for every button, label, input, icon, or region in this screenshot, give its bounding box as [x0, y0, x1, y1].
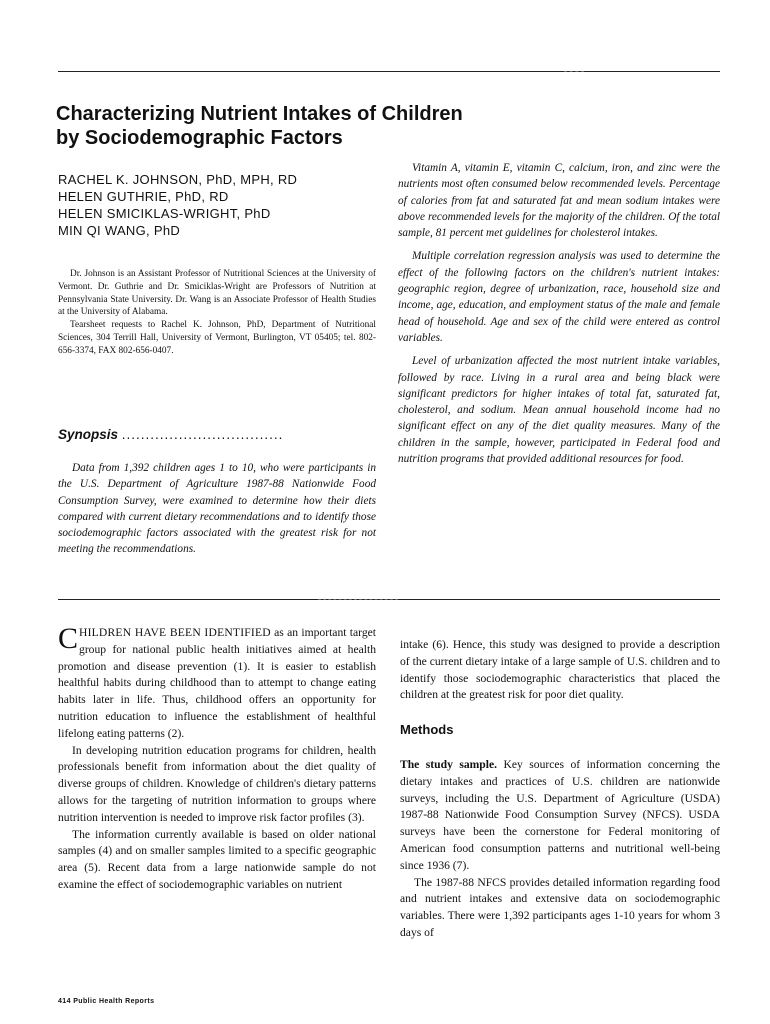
article-title: Characterizing Nutrient Intakes of Children by Sociodemographic Factors [56, 103, 463, 149]
top-rule [58, 71, 720, 72]
synopsis-column-right [398, 160, 720, 474]
body-text: Key sources of information concerning the dietary intakes and practices of U.S. children are nationwide surveys, including the U.S. Department of Agriculture (USDA) 1987-88 Nationwide Food Consumption Survey (NFCS). USDA surveys have been the cornerstone for Federal monitoring of American food consumption patterns and nutritional well-being since 1936 (7). [400, 757, 720, 872]
body-paragraph: The information currently available is based on older national samples (4) and on smaller samples limited to a specific geographic area (5). Recent data from a large nationwide sample do not examine the effect of sociodemographic variables on nutrient [58, 827, 376, 891]
body-paragraph: In developing nutrition education programs for children, health professionals benefit from information about the diet quality of diverse groups of children. Knowledge of children's dietary patterns allows for the targeting of nutrition information to groups where nutrition intervention is needed to improve risk factor profiles (3). [58, 743, 376, 824]
synopsis-heading-text: Synopsis [58, 427, 119, 442]
body-paragraph [58, 622, 376, 743]
synopsis-column-left [58, 460, 376, 565]
lead-in-caps: HILDREN HAVE BEEN IDENTIFIED [79, 626, 271, 639]
author-affiliations [58, 268, 376, 358]
drop-cap: C [58, 622, 79, 655]
body-paragraph: The 1987-88 NFCS provides detailed information regarding food and nutrient intakes and extensive data on sociodemographic variables. There were 1,392 participants ages 1-10 years for whom 3 days of [400, 875, 720, 939]
affiliation-paragraph: Dr. Johnson is an Assistant Professor of Nutritional Sciences at the University of Vermont. Dr. Guthrie and Dr. Smiciklas-Wright are Professors of Nutrition at Pennsylvania State University. Dr. Wang is an Associate Professor of Health Studies at the University of Alabama. [58, 269, 376, 318]
synopsis-leader-dots: .................................. [121, 427, 284, 442]
run-in-heading: The study sample. [400, 757, 498, 771]
synopsis-paragraph: Vitamin A, vitamin E, vitamin C, calcium, iron, and zinc were the nutrients most often consumed below recommended levels. Percentage of calories from fat and saturated fat and mean sodium intakes were above recommended levels for the majority of the children. Of the total sample, 81 percent met guidelines for cholesterol intakes. [398, 162, 720, 240]
author-list [58, 171, 378, 239]
methods-heading: Methods [400, 722, 454, 738]
synopsis-heading [58, 427, 378, 443]
synopsis-paragraph: Level of urbanization affected the most nutrient intake variables, followed by race. Living in a rural area and being black were significant predictors for higher intakes of total fat, saturated fat, cholesterol, and sodium. Mean annual household income had no significant effect on any of the diet quality measures. Many of the children in the sample, however, participated in Federal food and nutrition programs that provided additional resources for food. [398, 355, 720, 466]
tearsheet-request-paragraph: Tearsheet requests to Rachel K. Johnson, PhD, Department of Nutritional Sciences, 304 Terrill Hall, University of Vermont, Burlington, VT 05405; tel. 802-656-3374, FAX 802-656-0407. [58, 320, 376, 356]
body-column-left [58, 622, 376, 894]
top-rule-ornament [564, 71, 584, 72]
page-footer: 414 Public Health Reports [58, 998, 155, 1005]
body-paragraph [400, 757, 720, 875]
author-name: MIN QI WANG, PhD [58, 223, 181, 238]
author-name: RACHEL K. JOHNSON, PhD, MPH, RD [58, 172, 298, 187]
synopsis-paragraph: Data from 1,392 children ages 1 to 10, who were participants in the U.S. Department of Agriculture 1987-88 Nationwide Food Consumption Survey, were examined to determine how their diets compared with current dietary recommendations and to identify those sociodemographic factors associated with the greatest risk for not meeting the recommendations. [58, 462, 376, 556]
body-text: as an important target group for national public health initiatives aimed at health promotion and disease prevention (1). It is easier to establish healthful habits during childhood than to attempt to change eating habits later in life. Thus, childhood offers an opportunity for nutrition education to influence the establishment of healthful lifelong eating patterns (2). [58, 626, 376, 740]
body-paragraph: intake (6). Hence, this study was designed to provide a description of the current dietary intake of a large sample of U.S. children and to identify those sociodemographic characteristics that placed the children at the greatest risk for poor diet quality. [400, 638, 720, 702]
author-name: HELEN SMICIKLAS-WRIGHT, PhD [58, 206, 271, 221]
synopsis-paragraph: Multiple correlation regression analysis was used to determine the effect of the following factors on the children's nutrient intakes: geographic region, degree of urbanization, race, household size and income, age, education, and employment status of the male and female head of household. Age and sex of the child were entered as control variables. [398, 250, 720, 344]
body-column-right [400, 637, 720, 942]
section-divider-ornament [318, 599, 398, 600]
author-name: HELEN GUTHRIE, PhD, RD [58, 189, 229, 204]
